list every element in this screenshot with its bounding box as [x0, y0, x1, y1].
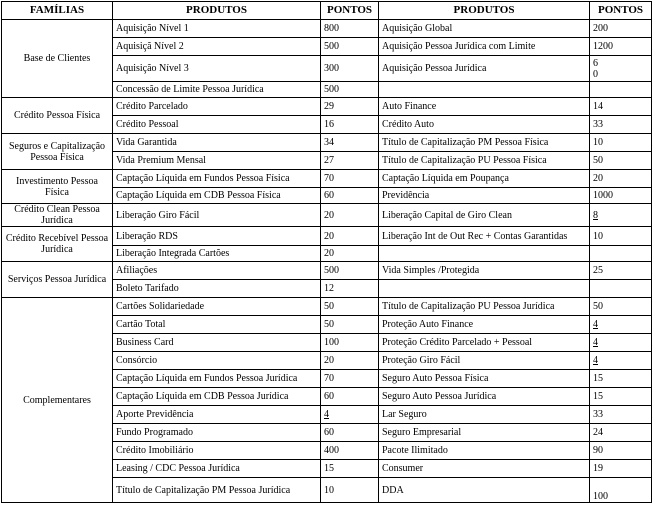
points-cell: 500: [321, 82, 379, 98]
product-cell: Pacote Ilimitado: [379, 442, 590, 460]
product-cell: Lar Seguro: [379, 406, 590, 424]
points-cell: 60: [321, 388, 379, 406]
product-cell: Consórcio: [113, 352, 321, 370]
product-cell: Liberação Integrada Cartões: [113, 246, 321, 262]
points-cell: 12: [321, 280, 379, 298]
table-row: [2, 298, 652, 316]
product-cell: Boleto Tarifado: [113, 280, 321, 298]
product-cell: Business Card: [113, 334, 321, 352]
product-cell: Liberação Giro Fácil: [113, 204, 321, 227]
points-cell: 4: [590, 316, 652, 334]
family-cell: Base de Clientes: [2, 20, 113, 98]
points-cell: 16: [321, 116, 379, 134]
header-produtos: PRODUTOS: [379, 2, 590, 20]
header-familias: FAMÍLIAS: [2, 2, 113, 20]
product-cell: Liberação Int de Out Rec + Contas Garantidas: [379, 227, 590, 246]
table-row: [2, 134, 652, 152]
family-cell: Complementares: [2, 298, 113, 503]
points-cell: 19: [590, 460, 652, 478]
points-cell: 800: [321, 20, 379, 38]
points-cell: 25: [590, 262, 652, 280]
product-cell: Crédito Imobiliário: [113, 442, 321, 460]
points-part: 0: [593, 68, 598, 80]
points-table: [1, 1, 652, 503]
points-cell: 70: [321, 170, 379, 188]
points-cell: [590, 56, 652, 82]
points-cell: 20: [321, 227, 379, 246]
product-cell: [379, 246, 590, 262]
points-cell: 500: [321, 38, 379, 56]
product-cell: Aquisiçã Nível 2: [113, 38, 321, 56]
family-cell: Seguros e Capitalização Pessoa Física: [2, 134, 113, 170]
points-cell: 33: [590, 116, 652, 134]
points-cell: 34: [321, 134, 379, 152]
product-cell: Vida Premium Mensal: [113, 152, 321, 170]
points-cell: 33: [590, 406, 652, 424]
table-row: [2, 20, 652, 38]
header-pontos: PONTOS: [321, 2, 379, 20]
product-cell: Título de Capitalização PM Pessoa Física: [379, 134, 590, 152]
points-cell: 50: [590, 152, 652, 170]
header-pontos: PONTOS: [590, 2, 652, 20]
product-cell: Aporte Previdência: [113, 406, 321, 424]
product-cell: Proteção Giro Fácil: [379, 352, 590, 370]
family-cell: Serviços Pessoa Jurídica: [2, 262, 113, 298]
points-cell: 15: [321, 460, 379, 478]
product-cell: Crédito Parcelado: [113, 98, 321, 116]
product-cell: Liberação RDS: [113, 227, 321, 246]
table-row: [2, 98, 652, 116]
product-cell: Concessão de Limite Pessoa Jurídica: [113, 82, 321, 98]
points-cell: 500: [321, 262, 379, 280]
product-cell: Captação Líquida em CDB Pessoa Física: [113, 188, 321, 204]
points-cell: 20: [321, 352, 379, 370]
product-cell: Crédito Pessoal: [113, 116, 321, 134]
product-cell: Aquisição Global: [379, 20, 590, 38]
product-cell: Captação Líquida em Fundos Pessoa Jurídica: [113, 370, 321, 388]
product-cell: Seguro Auto Pessoa Jurídica: [379, 388, 590, 406]
product-cell: Proteção Crédito Parcelado + Pessoal: [379, 334, 590, 352]
points-cell: 1000: [590, 188, 652, 204]
points-cell: 50: [590, 298, 652, 316]
product-cell: Previdência: [379, 188, 590, 204]
points-cell: 24: [590, 424, 652, 442]
product-cell: Leasing / CDC Pessoa Jurídica: [113, 460, 321, 478]
points-cell: 27: [321, 152, 379, 170]
points-cell: [590, 82, 652, 98]
points-cell: [590, 246, 652, 262]
points-cell: 15: [590, 388, 652, 406]
points-cell: 10: [321, 478, 379, 503]
points-cell: 10: [590, 227, 652, 246]
product-cell: Crédito Auto: [379, 116, 590, 134]
points-cell: 20: [321, 246, 379, 262]
family-cell: Crédito Pessoa Física: [2, 98, 113, 134]
product-cell: Consumer: [379, 460, 590, 478]
product-cell: Seguro Empresarial: [379, 424, 590, 442]
points-cell: 4: [590, 352, 652, 370]
product-cell: Captação Líquida em Poupança: [379, 170, 590, 188]
points-cell: 50: [321, 316, 379, 334]
product-cell: Liberação Capital de Giro Clean: [379, 204, 590, 227]
points-cell: 4: [321, 406, 379, 424]
family-cell: Investimento Pessoa Física: [2, 170, 113, 204]
points-cell: 4: [590, 334, 652, 352]
product-cell: [379, 82, 590, 98]
points-part: 6: [593, 57, 598, 69]
product-cell: Título de Capitalização PU Pessoa Jurídica: [379, 298, 590, 316]
points-cell: 15: [590, 370, 652, 388]
points-cell: 90: [590, 442, 652, 460]
points-cell: 8: [590, 204, 652, 227]
points-cell: 60: [321, 188, 379, 204]
points-cell: 29: [321, 98, 379, 116]
product-cell: Cartões Solidariedade: [113, 298, 321, 316]
header-row: [2, 2, 652, 20]
table-row: [2, 262, 652, 280]
points-cell: 300: [321, 56, 379, 82]
product-cell: Aquisição Nível 3: [113, 56, 321, 82]
product-cell: Captação Líquida em Fundos Pessoa Física: [113, 170, 321, 188]
header-produtos: PRODUTOS: [113, 2, 321, 20]
product-cell: Aquisição Nível 1: [113, 20, 321, 38]
product-cell: Afiliações: [113, 262, 321, 280]
points-cell: 50: [321, 298, 379, 316]
product-cell: DDA: [379, 478, 590, 503]
family-cell: Crédito Clean Pessoa Jurídica: [2, 204, 113, 227]
table-row: [2, 227, 652, 246]
product-cell: Título de Capitalização PM Pessoa Jurídica: [113, 478, 321, 503]
points-cell: 14: [590, 98, 652, 116]
product-cell: Captação Líquida em CDB Pessoa Jurídica: [113, 388, 321, 406]
table-row: [2, 204, 652, 227]
points-cell: 10: [590, 134, 652, 152]
table-row: [2, 170, 652, 188]
product-cell: [379, 280, 590, 298]
family-cell: Crédito Recebível Pessoa Jurídica: [2, 227, 113, 262]
points-cell: 60: [321, 424, 379, 442]
product-cell: Vida Simples /Protegida: [379, 262, 590, 280]
product-cell: Título de Capitalização PU Pessoa Física: [379, 152, 590, 170]
points-cell: 1200: [590, 38, 652, 56]
points-cell: 400: [321, 442, 379, 460]
product-cell: Proteção Auto Finance: [379, 316, 590, 334]
points-cell: 100: [321, 334, 379, 352]
product-cell: Cartão Total: [113, 316, 321, 334]
points-cell: 20: [321, 204, 379, 227]
product-cell: Fundo Programado: [113, 424, 321, 442]
points-cell: [590, 280, 652, 298]
points-cell: 100: [590, 478, 652, 503]
points-cell: 20: [590, 170, 652, 188]
points-cell: 70: [321, 370, 379, 388]
points-cell: 200: [590, 20, 652, 38]
product-cell: Auto Finance: [379, 98, 590, 116]
product-cell: Vida Garantida: [113, 134, 321, 152]
product-cell: Seguro Auto Pessoa Física: [379, 370, 590, 388]
product-cell: Aquisição Pessoa Jurídica com Limite: [379, 38, 590, 56]
product-cell: Aquisição Pessoa Jurídica: [379, 56, 590, 82]
